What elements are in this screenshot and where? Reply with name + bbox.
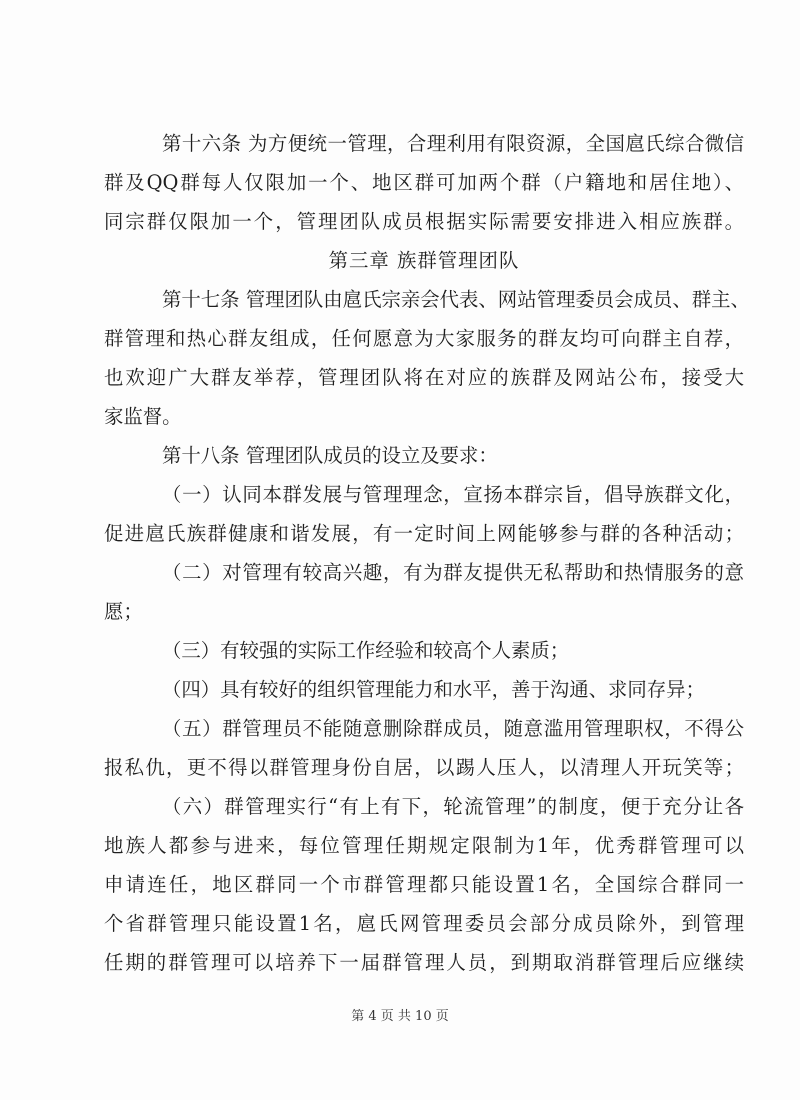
page-number-footer: 第 4 页 共 10 页 <box>351 1009 449 1024</box>
paragraph-16-line-1: 第十六条 为方便统一管理，合理利用有限资源，全国扈氏综合微信 <box>162 132 744 155</box>
paragraph-18-line-1: 第十八条 管理团队成员的设立及要求： <box>162 444 498 467</box>
item-6-line-5: 任期的群管理可以培养下一届群管理人员，到期取消群管理后应继续 <box>104 951 744 974</box>
paragraph-16-line-2: 群及QQ群每人仅限加一个、地区群可加两个群（户籍地和居住地）、 <box>104 171 744 194</box>
item-1-line-2: 促进扈氏族群健康和谐发展，有一定时间上网能够参与群的各种活动； <box>104 522 744 545</box>
item-5-line-1: （五）群管理员不能随意删除群成员，随意滥用管理职权，不得公 <box>162 717 744 740</box>
item-6-line-4: 个省群管理只能设置1名，扈氏网管理委员会部分成员除外，到管理 <box>104 912 744 935</box>
chapter-heading: 第三章 族群管理团队 <box>328 249 520 272</box>
item-2-line-1: （二）对管理有较高兴趣，有为群友提供无私帮助和热情服务的意 <box>162 561 744 584</box>
item-4-line-1: （四）具有较好的组织管理能力和水平，善于沟通、求同存异； <box>162 678 705 701</box>
item-6-line-3: 申请连任，地区群同一个市群管理都只能设置1名，全国综合群同一 <box>104 873 744 896</box>
paragraph-17-line-1: 第十七条 管理团队由扈氏宗亲会代表、网站管理委员会成员、群主、 <box>162 288 750 311</box>
item-2-line-2: 愿； <box>104 600 143 623</box>
body-text <box>104 124 750 982</box>
paragraph-16-line-3: 同宗群仅限加一个，管理团队成员根据实际需要安排进入相应族群。 <box>104 210 744 233</box>
item-6-line-1: （六）群管理实行“有上有下，轮流管理”的制度，便于充分让各 <box>162 795 744 818</box>
item-1-line-1: （一）认同本群发展与管理理念，宣扬本群宗旨，倡导族群文化， <box>162 483 744 506</box>
item-5-line-2: 报私仇，更不得以群管理身份自居，以踢人压人，以清理人开玩笑等； <box>104 756 744 779</box>
paragraph-17-line-3: 也欢迎广大群友举荐，管理团队将在对应的族群及网站公布，接受大 <box>104 366 744 389</box>
item-3-line-1: （三）有较强的实际工作经验和较高个人素质； <box>162 639 570 662</box>
item-6-line-2: 地族人都参与进来，每位管理任期规定限制为1年，优秀群管理可以 <box>104 834 744 857</box>
paragraph-17-line-4: 家监督。 <box>104 405 182 428</box>
paragraph-17-line-2: 群管理和热心群友组成，任何愿意为大家服务的群友均可向群主自荐， <box>104 327 744 350</box>
